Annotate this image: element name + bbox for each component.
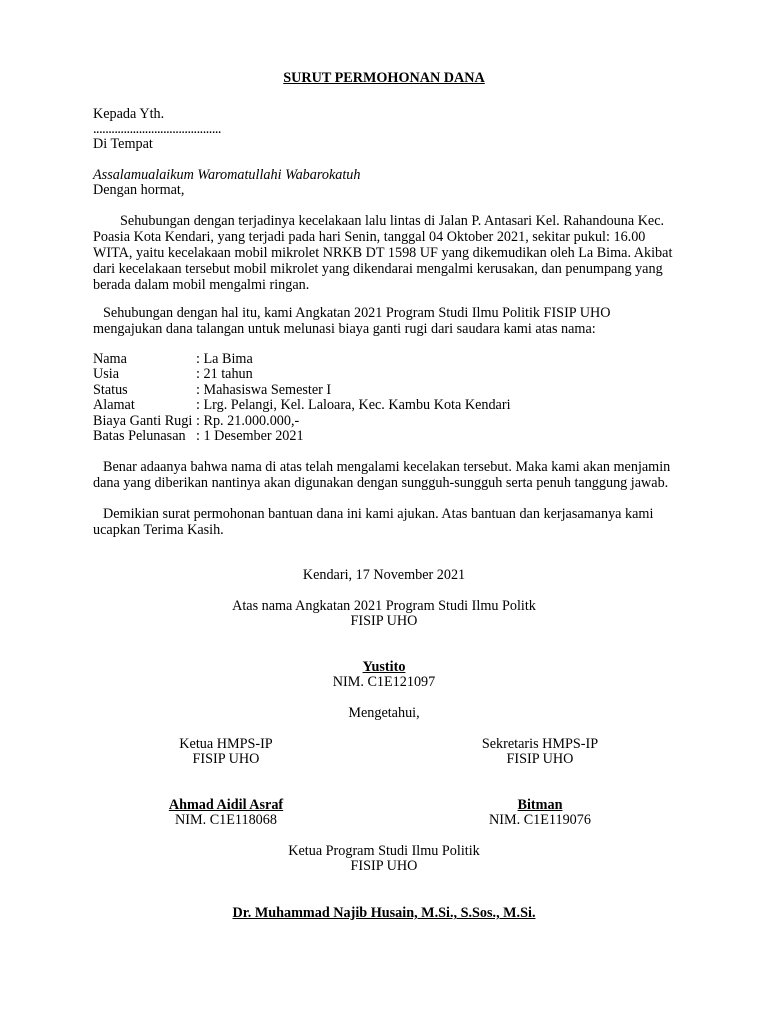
right-signatory-nim: NIM. C1E119076: [489, 812, 591, 828]
detail-row: [93, 351, 253, 367]
detail-label: Status: [93, 382, 128, 398]
paragraph-guarantee: Benar adaanya bahwa nama di atas telah mengalami kecelakan tersebut. Maka kami akan menjamin dana yang diberikan nantinya akan digunakan dengan sungguh-sungguh serta penuh tanggung jawab.: [93, 459, 671, 491]
detail-row: [93, 428, 304, 444]
detail-value: : Lrg. Pelangi, Kel. Laloara, Kec. Kambu Kota Kendari: [196, 397, 511, 413]
detail-label: Nama: [93, 351, 127, 367]
detail-row: [93, 382, 331, 398]
detail-value: : 1 Desember 2021: [196, 428, 304, 444]
bottom-signatory-role: Ketua Program Studi Ilmu Politik: [288, 843, 480, 859]
paragraph-closing: Demikian surat permohonan bantuan dana ini kami ajukan. Atas bantuan dan kerjasamanya kami ucapkan Terima Kasih.: [93, 506, 654, 538]
left-signatory-org: FISIP UHO: [192, 751, 260, 767]
detail-label: Alamat: [93, 397, 135, 413]
recipient-dots: ..........................................: [93, 121, 221, 137]
bottom-signatory-org: FISIP UHO: [350, 858, 418, 874]
left-signatory-nim: NIM. C1E118068: [175, 812, 277, 828]
paragraph-request: Sehubungan dengan hal itu, kami Angkatan 2021 Program Studi Ilmu Politik FISIP UHO mengajukan dana talangan untuk melunasi biaya ganti rugi dari saudara kami atas nama:: [93, 305, 611, 337]
greeting-hormat: Dengan hormat,: [93, 182, 185, 198]
signer-name: Yustito: [362, 659, 406, 675]
detail-value: : La Bima: [196, 351, 253, 367]
left-signatory-role: Ketua HMPS-IP: [179, 736, 273, 752]
bottom-signatory-name: Dr. Muhammad Najib Husain, M.Si., S.Sos., M.Si.: [232, 905, 536, 921]
right-signatory-role: Sekretaris HMPS-IP: [481, 736, 599, 752]
detail-label: Batas Pelunasan: [93, 428, 186, 444]
recipient-to: Kepada Yth.: [93, 106, 165, 122]
detail-row: [93, 397, 511, 413]
recipient-place: Di Tempat: [93, 136, 153, 152]
right-signatory-name: Bitman: [517, 797, 563, 813]
signer-nim: NIM. C1E121097: [332, 674, 436, 690]
on-behalf-line-1: Atas nama Angkatan 2021 Program Studi Ilmu Politk: [232, 598, 536, 614]
detail-label: Usia: [93, 366, 120, 382]
letter-title: SURUT PERMOHONAN DANA: [283, 70, 485, 86]
right-signatory-org: FISIP UHO: [506, 751, 574, 767]
paragraph-incident: Sehubungan dengan terjadinya kecelakaan lalu lintas di Jalan P. Antasari Kel. Rahandouna Kec. Poasia Kota Kendari, yang terjadi pada hari Senin, tanggal 04 Oktober 2021, sekitar pukul: 16.00 WITA, yaitu kecelakaan mobil mikrolet NRKB DT 1598 UF yang dikemudikan oleh La Bima. Akibat dari kecelakaan tersebut mobil mikrolet yang dikendarai mengalmi kerusakan, dan penumpang yang berada dalam mobil mengalmi ringan.: [93, 213, 673, 293]
detail-label: Biaya Ganti Rugi: [93, 413, 193, 429]
detail-row: [93, 413, 299, 429]
detail-value: : 21 tahun: [196, 366, 253, 382]
greeting-salam: Assalamualaikum Waromatullahi Wabarokatuh: [93, 167, 361, 183]
detail-value: : Mahasiswa Semester I: [196, 382, 332, 398]
detail-row: [93, 366, 253, 382]
detail-value: : Rp. 21.000.000,-: [196, 413, 300, 429]
left-signatory-name: Ahmad Aidil Asraf: [168, 797, 284, 813]
mengetahui-label: Mengetahui,: [348, 705, 420, 721]
place-date: Kendari, 17 November 2021: [302, 567, 466, 583]
on-behalf-line-2: FISIP UHO: [350, 613, 418, 629]
